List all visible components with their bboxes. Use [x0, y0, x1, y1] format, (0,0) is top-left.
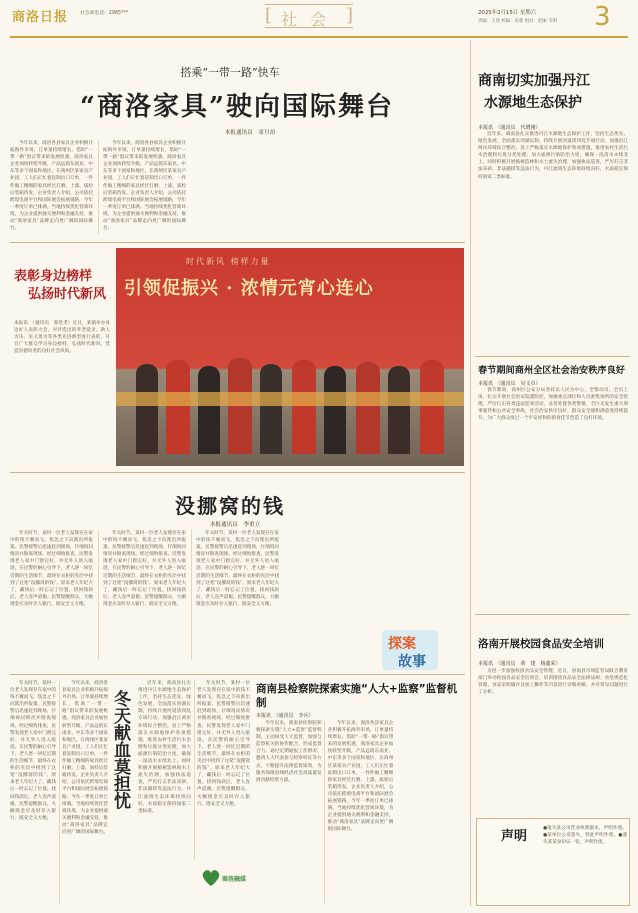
- photo-banner-top: 时代新风 榜样力量: [186, 257, 271, 266]
- right3-byline: 本报讯 （通讯员 黄 建 杨鑫荣）: [478, 661, 561, 667]
- photo-image: [116, 248, 464, 466]
- masthead-editors: 责编：王蓉 校编：高蓉 组对：赵丽 韦明: [478, 19, 557, 24]
- bottom-body-columns: [256, 720, 465, 904]
- story-byline: 本报通讯员 李重立: [209, 522, 261, 528]
- page-number: 3: [594, 2, 611, 32]
- right3-body: 为进一步加强校园食品安全管理，近日，洛南县市场监管局联合教育部门举办校园食品安全培训会。培训围绕食品安全法律法规、食堂规范化管理、食品采购储存及加工操作等内容进行详细讲解，并对常见问题进行了分析。: [478, 669, 628, 696]
- right1-byline: 本报讯 （通讯员 代增刚）: [478, 125, 541, 131]
- vertical-body: 近年来，商南县扎实推进丹江水源地生态保护工作，坚持生态优先、绿色发展，全面落实河湖长制，持续开展河道清四乱专项行动，加强沿江两岸环境综合整治。县上严格落实水源地保护各项措施，推进农村生活污水治理和垃圾分类处理，加大面源污染防治力度，确保一泓清水永续北上。同时积极开展植树造林和水土流失治理，加强执法巡查，严厉打击非法采砂、非法捕捞等违法行为，丹江流域生态环境持续向好，水质稳定保持国家二类标准。: [138, 681, 191, 814]
- right1-headline-2: 水源地生态保护: [484, 95, 582, 111]
- right2-headline: 春节期间商州全区社会治安秩序良好: [478, 365, 625, 376]
- lead-body: 今年以来，商洛各县家具企业积极开拓海外市场，订单量持续增长。借助“一带一路”倡议带来的发展机遇，商洛家具企业加快转型升级，产品远销东南亚、中东等多个国家和地区。在商州区某家具产业园，工人们正忙着赶制出口订单，一件件做工精细的家具经过打磨、上漆、质检后装箱待发。企业负责人介绍，公司依托跨境电商平台和国际展会拓展销路，今年一季度订单已排满。当地持续优化营商环境，为企业提供通关便利和金融支持，推动“商洛家具”品牌走向更广阔的国际舞台。: [10, 141, 93, 232]
- lead-headline: “商洛家具”驶向国际舞台: [80, 92, 394, 122]
- lower-left-body-cont: 今年以来，商洛各县家具企业积极开拓海外市场，订单量持续增长。借助“一带一路”倡议带来的发展机遇，商洛家具企业加快转型升级，产品远销东南亚、中东等多个国家和地区。在商州区某家具产业园，工人们正忙着赶制出口订单，一件件做工精细的家具经过打磨、上漆、质检后装箱待发。企业负责人介绍，公司依托跨境电商平台和国际展会拓展销路，今年一季度订单已排满。当地持续优化营商环境，为企业提供通关便利和金融支持，推动“商洛家具”品牌走向更广阔的国际舞台。: [62, 681, 108, 835]
- right2-body: 春节期间，商州区公安分局坚持以人民为中心，全警动员、全员上岗，扎实开展社会治安巡逻防控，加强重点部位和人员密集场所的安全管理，严厉打击各类违法犯罪活动，妥善处置各类警情，全区未发生重大刑事案件和公共安全事故，社会治安秩序良好，群众安全感和满意度持续提升，为广大群众度过一个平安祥和的新春佳节营造了良好环境。: [478, 388, 628, 422]
- badge-line1: 探案: [388, 636, 416, 652]
- photo-side-title: [14, 268, 114, 304]
- story-body-cont: 年关时节，某村一位老人发现存在家中的钱不翼而飞，焦急之下向派出所报案。民警接警后迅速赶到现场，仔细询问情况并勘查现场。经过细致排查，民警发现老人家中门窗完好，并无外人进入痕迹。在民警的耐心引导下，老人逐一回忆近期的生活细节，最终在衣柜的夹层中找到了这笔“没挪窝的钱”。原来老人年纪大了，藏钱后一时忘记了位置。找回钱款后，老人连声道谢。民警提醒群众，大额现金应及时存入银行，既安全又方便。: [103, 531, 186, 607]
- masthead-date: 2025年2月15日 星期六: [478, 10, 537, 16]
- vertical-body-columns: [138, 680, 250, 860]
- masthead-logo: 商洛日报: [12, 10, 69, 25]
- badge-line2: 故事: [398, 654, 426, 670]
- photo-caption: 本报讯 （通讯员 蔡堂孝）近日，某镇举办身边好人表彰大会，对评选出的孝老爱亲、助人为乐、见义勇为等各类先进典型进行表彰，号召广大群众学习身边榜样，弘扬时代新风，营造崇德向善的良好社会风尚。: [14, 321, 110, 355]
- charity-logo: [196, 866, 252, 900]
- right2-byline: 本报讯 （通讯员 吴文卓）: [478, 381, 541, 387]
- story-badge: [382, 630, 438, 670]
- notice-box: [476, 818, 630, 906]
- story-headline: 没挪窝的钱: [175, 494, 285, 518]
- side-title-line1: 表彰身边榜样: [14, 269, 93, 284]
- photo-people-row: [116, 344, 464, 466]
- charity-logo-text: 商洛融媒: [222, 876, 247, 883]
- bottom-byline: 本报讯 （通讯员 李兵）: [256, 713, 314, 719]
- masthead-office: 社会部电话：2985***: [80, 11, 129, 16]
- vertical-body-cont: 年关时节，某村一位老人发现存在家中的钱不翼而飞，焦急之下向派出所报案。民警接警后迅速赶到现场，仔细询问情况并勘查现场。经过细致排查，民警发现老人家中门窗完好，并无外人进入痕迹。在民警的耐心引导下，老人逐一回忆近期的生活细节，最终在衣柜的夹层中找到了这笔“没挪窝的钱”。原来老人年纪大了，藏钱后一时忘记了位置。找回钱款后，老人连声道谢。民警提醒群众，大额现金应及时存入银行，既安全又方便。: [197, 681, 250, 807]
- story-body-cont2: 年关时节，某村一位老人发现存在家中的钱不翼而飞，焦急之下向派出所报案。民警接警后迅速赶到现场，仔细询问情况并勘查现场。经过细致排查，民警发现老人家中门窗完好，并无外人进入痕迹。在民警的耐心引导下，老人逐一回忆近期的生活细节，最终在衣柜的夹层中找到了这笔“没挪窝的钱”。原来老人年纪大了，藏钱后一时忘记了位置。找回钱款后，老人连声道谢。民警提醒群众，大额现金应及时存入银行，既安全又方便。: [196, 531, 279, 607]
- notice-body: ●遗失某公司营业执照副本，声明作废。●某单位公章遗失，特此声明作废。●遗失某某身份证一张，声明作废。: [543, 826, 627, 846]
- right3-headline: 洛南开展校园食品安全培训: [478, 638, 604, 650]
- bottom-body-cont: 今年以来，商洛各县家具企业积极开拓海外市场，订单量持续增长。借助“一带一路”倡议带来的发展机遇，商洛家具企业加快转型升级，产品远销东南亚、中东等多个国家和地区。在商州区某家具产业园，工人们正忙着赶制出口订单，一件件做工精细的家具经过打磨、上漆、质检后装箱待发。企业负责人介绍，公司依托跨境电商平台和国际展会拓展销路，今年一季度订单已排满。当地持续优化营商环境，为企业提供通关便利和金融支持，推动“商洛家具”品牌走向更广阔的国际舞台。: [327, 721, 394, 833]
- notice-title: 声明: [501, 829, 528, 844]
- lead-byline: 本报通讯员 童旦昂: [224, 130, 276, 136]
- masthead: [0, 0, 638, 36]
- side-title-line2: 弘扬时代新风: [28, 287, 107, 302]
- lead-kicker: 搭乘“一带一路”快车: [180, 66, 280, 79]
- heart-icon: [200, 868, 222, 888]
- bottom-body: 今年以来，商南县检察院积极探索实施“人大+监察”监督机制，主动接受人大监督，加强与监察机关的协作配合，形成监督合力。通过定期通报工作情况、邀请人大代表参与检察听证等方式，不断提升法律监督质效，为服务保障县域经济社会高质量发展贡献检察力量。: [256, 721, 322, 783]
- right1-headline-1: 商南切实加强丹江: [478, 73, 590, 89]
- lower-left-columns: [10, 680, 108, 904]
- photo-banner: 引领促振兴 · 浓情元宵心连心: [124, 278, 374, 299]
- lower-left-body: 年关时节，某村一位老人发现存在家中的钱不翼而飞，焦急之下向派出所报案。民警接警后迅速赶到现场，仔细询问情况并勘查现场。经过细致排查，民警发现老人家中门窗完好，并无外人进入痕迹。在民警的耐心引导下，老人逐一回忆近期的生活细节，最终在衣柜的夹层中找到了这笔“没挪窝的钱”。原来老人年纪大了，藏钱后一时忘记了位置。找回钱款后，老人连声道谢。民警提醒群众，大额现金应及时存入银行，既安全又方便。: [10, 681, 56, 821]
- bottom-headline: 商南县检察院探索实施“人大+监察”监督机制: [256, 683, 458, 709]
- story-body: 年关时节，某村一位老人发现存在家中的钱不翼而飞，焦急之下向派出所报案。民警接警后迅速赶到现场，仔细询问情况并勘查现场。经过细致排查，民警发现老人家中门窗完好，并无外人进入痕迹。在民警的耐心引导下，老人逐一回忆近期的生活细节，最终在衣柜的夹层中找到了这笔“没挪窝的钱”。原来老人年纪大了，藏钱后一时忘记了位置。找回钱款后，老人连声道谢。民警提醒群众，大额现金应及时存入银行，既安全又方便。: [10, 531, 93, 607]
- lead-body-cont: 今年以来，商洛各县家具企业积极开拓海外市场，订单量持续增长。借助“一带一路”倡议带来的发展机遇，商洛家具企业加快转型升级，产品远销东南亚、中东等多个国家和地区。在商州区某家具产业园，工人们正忙着赶制出口订单，一件件做工精细的家具经过打磨、上漆、质检后装箱待发。企业负责人介绍，公司依托跨境电商平台和国际展会拓展销路，今年一季度订单已排满。当地持续优化营商环境，为企业提供通关便利和金融支持，推动“商洛家具”品牌走向更广阔的国际舞台。: [103, 141, 186, 232]
- right1-body: 近年来，商南县扎实推进丹江水源地生态保护工作，坚持生态优先、绿色发展，全面落实河湖长制，持续开展河道清四乱专项行动，加强沿江两岸环境综合整治。县上严格落实水源地保护各项措施，推进农村生活污水治理和垃圾分类处理，加大面源污染防治力度，确保一泓清水永续北上。同时积极开展植树造林和水土流失治理，加强执法巡查，严厉打击非法采砂、非法捕捞等违法行为，丹江流域生态环境持续向好，水质稳定保持国家二类标准。: [478, 132, 628, 180]
- section-box: [ 社 会 ]: [265, 5, 353, 29]
- vertical-headline: 冬天献血莫担忧: [110, 690, 130, 809]
- lead-body-columns: [10, 140, 465, 234]
- section-title: 社 会: [281, 10, 331, 29]
